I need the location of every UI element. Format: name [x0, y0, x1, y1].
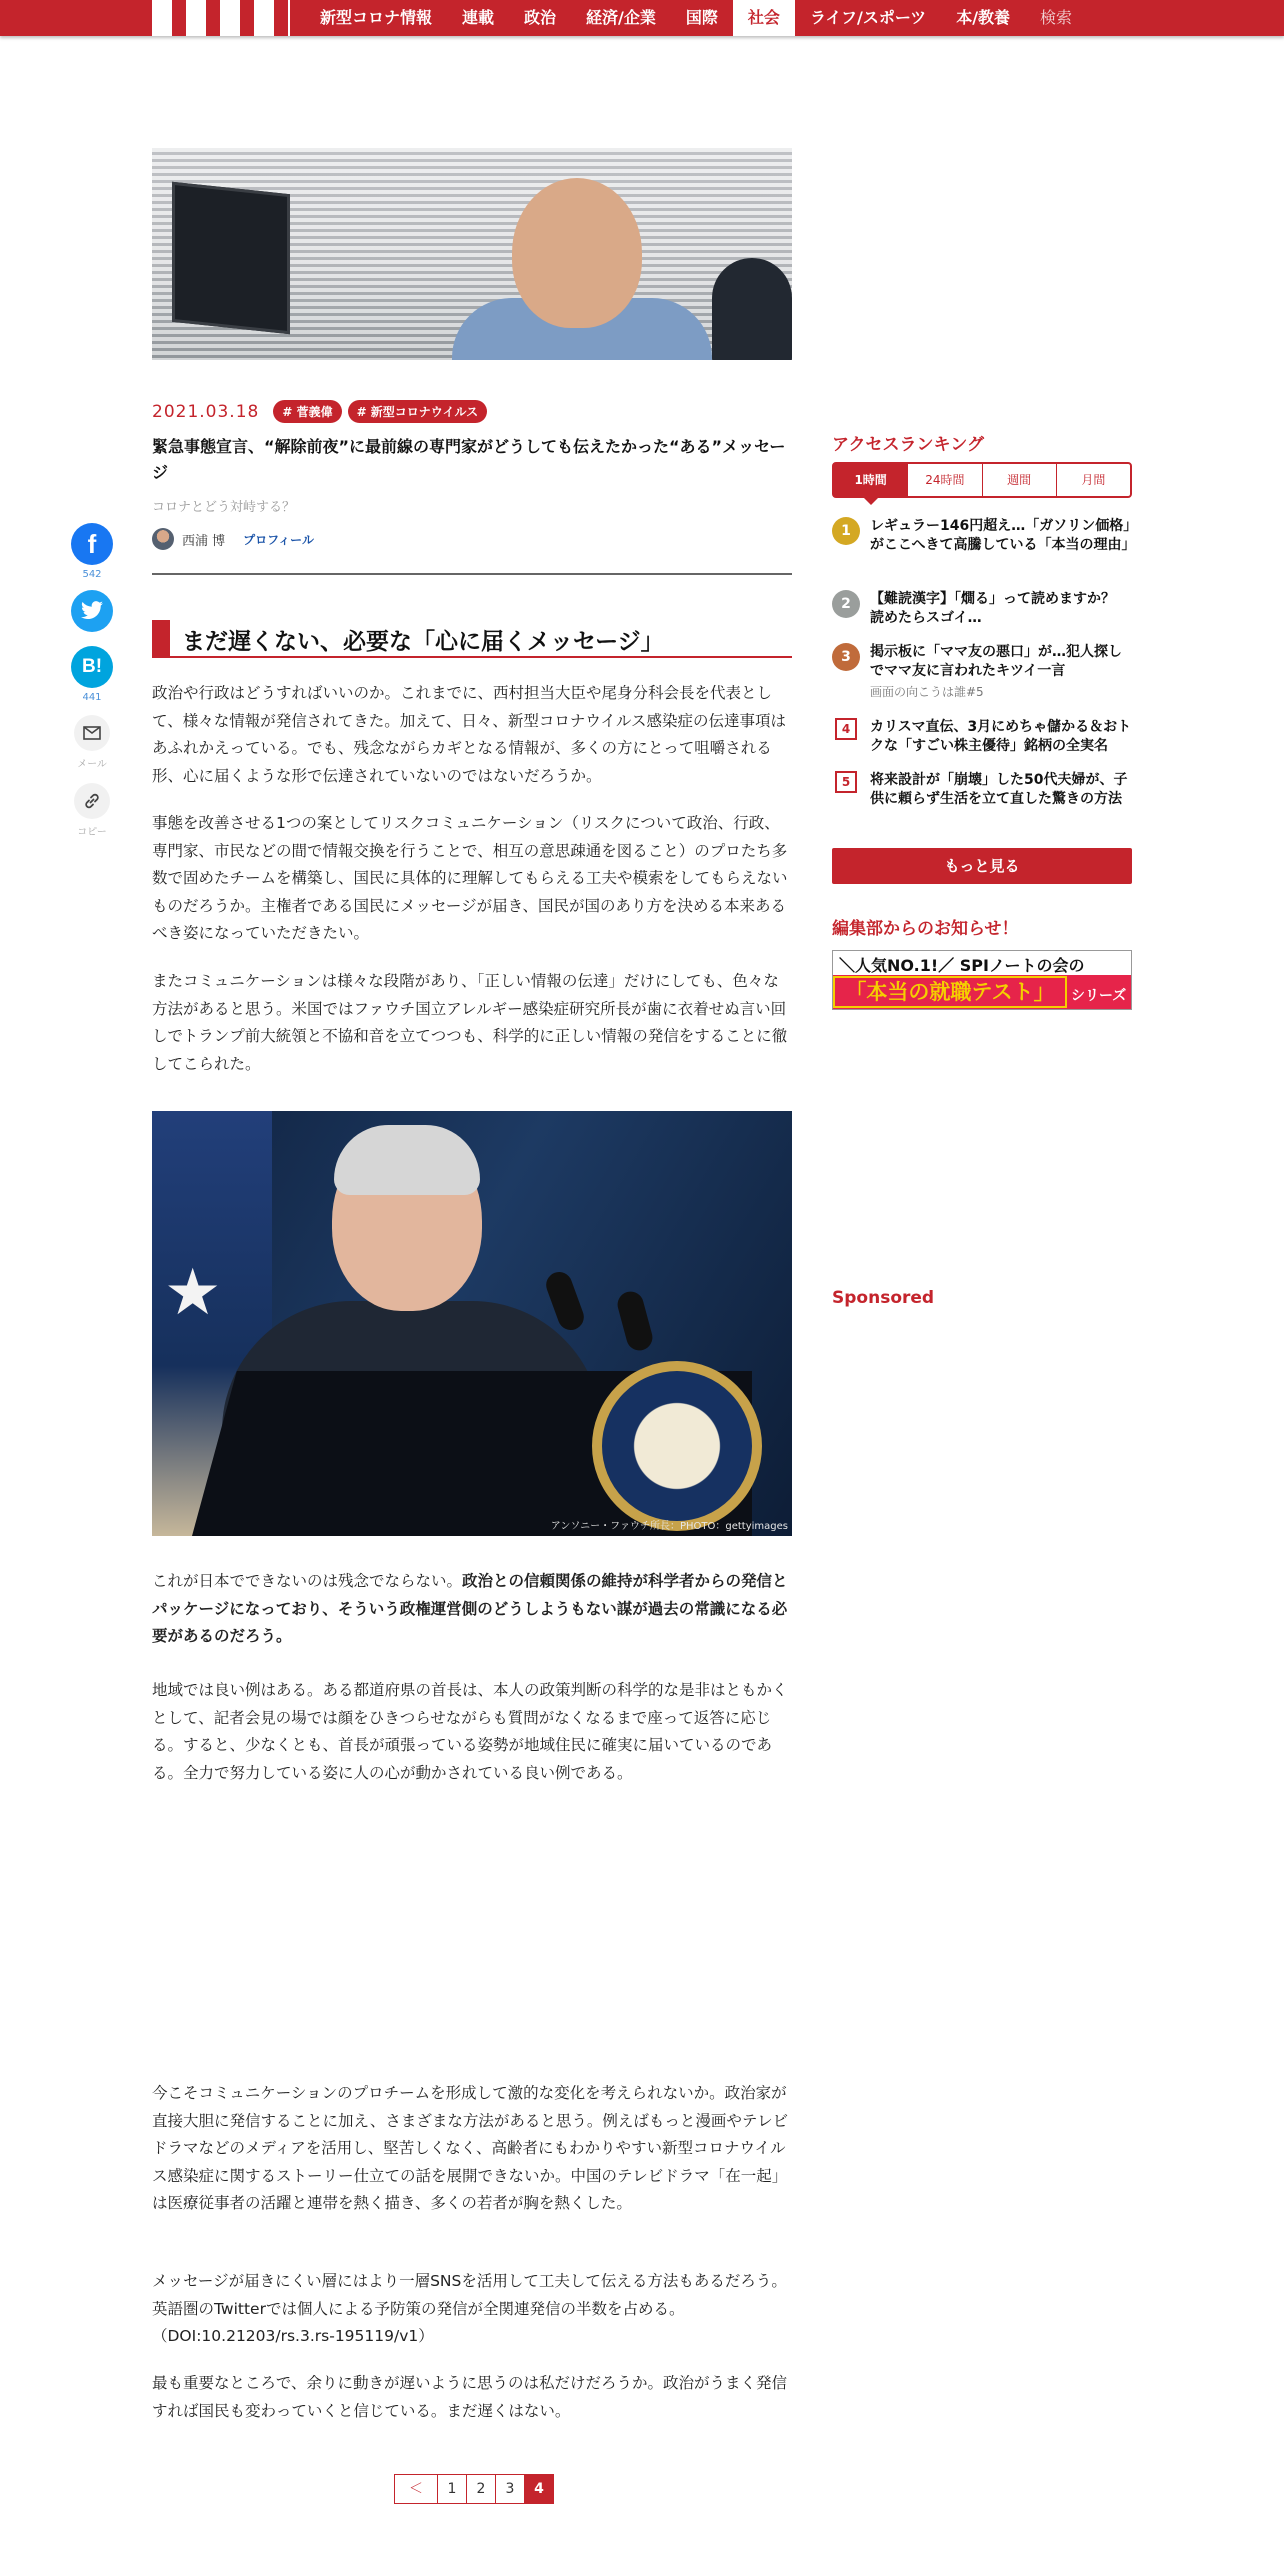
nav-item-life-sports[interactable]: ライフ/スポーツ: [809, 8, 927, 27]
ranking-item-title[interactable]: 掲示板に「ママ友の悪口」が…犯人探しでママ友に言われたキツイ一言: [870, 644, 1122, 679]
ranking-item[interactable]: [832, 517, 1136, 577]
article-meta: [152, 400, 487, 423]
ranking-item-series: 画面の向こうは誰#5: [870, 685, 984, 699]
tag-covid[interactable]: # 新型コロナウイルス: [348, 400, 488, 423]
flag-star-icon: ★: [164, 1256, 222, 1330]
ranking-item[interactable]: [832, 643, 1132, 705]
hatena-bookmark-icon[interactable]: B!: [71, 646, 113, 688]
author-photo: [152, 148, 792, 360]
office-chair: [712, 258, 792, 360]
paragraph-4: [152, 1568, 792, 1651]
facebook-icon[interactable]: f: [71, 523, 113, 565]
banner-tagline: ＼人気NO.1!／ SPIノートの会の: [839, 956, 1085, 975]
person-head: [512, 178, 642, 328]
nav-search-link[interactable]: 検索: [1040, 8, 1073, 27]
paragraph-2: 事態を改善させる1つの案としてリスクコミュニケーション（リスクについて政治、行政、専門家、市民などの間で情報交換を行うことで、相互の意思疎通を図ること）のプロたち多数で固めたチームを構築し、国民に具体的に理解してもらえる工夫や模索をしてもらえないものだろうか。主権者である国民にメッセージが届き、国民が国のあり方を決める本来あるべき姿になっていただきたい。: [152, 814, 788, 942]
nav-item-society[interactable]: 社会: [733, 0, 795, 36]
banner-series: シリーズ: [1071, 988, 1127, 1004]
more-ranking-button[interactable]: もっと見る: [832, 848, 1132, 884]
nav-item-serial[interactable]: 連載: [462, 8, 495, 27]
paragraph-4-bold: 政治との信頼関係の維持が科学者からの発信とパッケージになっており、そういう政権運営側のどうしようもない謀が過去の常識になる必要があるのだろう。: [152, 1572, 788, 1645]
tab-monthly[interactable]: 月間: [1056, 464, 1130, 496]
main-nav: [305, 0, 1087, 36]
fauci-photo: [152, 1111, 792, 1536]
microphone: [543, 1268, 588, 1333]
heading-accent-bar: [152, 620, 170, 656]
section-heading-text: まだ遅くない、必要な「心に届くメッセージ」: [182, 629, 664, 655]
rank-badge: 4: [835, 718, 857, 740]
ranking-item-title[interactable]: 【難読漢字】「燗る」って読めますか？ 読めたらスゴイ…: [870, 591, 1129, 626]
twitter-icon[interactable]: [71, 590, 113, 632]
ranking-item-title[interactable]: レギュラー146円超え…「ガソリン価格」がここへきて高騰している「本当の理由」: [870, 518, 1136, 553]
paragraph-1: 政治や行政はどうすればいいのか。これまでに、西村担当大臣や尾身分科会長を代表として、様々な情報が発信されてきた。加えて、日々、新型コロナウイルス感染症の伝達事項はあふれかえっている。でも、残念ながらカギとなる情報が、多くの方にとって咀嚼される形、心に届くような形で伝達されていないのではないだろうか。: [152, 684, 786, 785]
author-row: [152, 528, 314, 550]
site-logo[interactable]: [152, 0, 290, 36]
article-date: 2021.03.18: [152, 401, 260, 422]
ranking-item[interactable]: [832, 590, 1132, 634]
section-heading: [152, 620, 792, 658]
article-title: 緊急事態宣言、“解除前夜”に最前線の専門家がどうしても伝えたかった“ある”メッセージ: [152, 437, 786, 482]
copy-share[interactable]: [71, 783, 113, 838]
ranking-item[interactable]: [832, 718, 1132, 762]
avatar: [152, 528, 174, 550]
banner-title: 「本当の就職テスト」: [833, 976, 1067, 1008]
series-subtitle[interactable]: コロナとどう対峙する？: [152, 500, 296, 515]
microphone: [615, 1289, 656, 1354]
mail-label: メール: [77, 759, 107, 770]
tab-1hour[interactable]: 1時間: [834, 464, 907, 496]
nav-item-economy[interactable]: 経済/企業: [586, 8, 656, 27]
photo-caption: アンソニー・ファウチ所長：PHOTO：gettyimages: [550, 1521, 788, 1532]
paragraph-5: 地域では良い例はある。ある都道府県の首長は、本人の政策判断の科学的な是非はともかくとして、記者会見の場では顔をひきつらせながらも質問がなくなるまで座って返答に応じる。すると、少なくとも、首長が頑張っている姿勢が地域住民に確実に届いているのである。全力で努力している姿に人の心が動かされている良い例である。: [152, 1681, 788, 1782]
ranking-item[interactable]: [832, 771, 1132, 833]
profile-link[interactable]: プロフィール: [243, 532, 314, 547]
ranking-item-text[interactable]: [870, 643, 1132, 702]
facebook-share[interactable]: [71, 523, 113, 580]
facebook-count: 542: [82, 569, 102, 580]
page-1-button[interactable]: 1: [437, 2474, 467, 2504]
person-hair: [334, 1125, 480, 1195]
sponsored-label: Sponsored: [832, 1288, 935, 1308]
top-nav-bar: [0, 0, 1284, 36]
rank-badge-silver: 2: [832, 590, 860, 618]
page-2-button[interactable]: 2: [466, 2474, 496, 2504]
page-3-button[interactable]: 3: [495, 2474, 525, 2504]
nav-item-corona[interactable]: 新型コロナ情報: [320, 8, 433, 27]
paragraph-3: またコミュニケーションは様々な段階があり、「正しい情報の伝達」だけにしても、色々な方法があると思う。米国ではファウチ国立アレルギー感染症研究所長が歯に衣着せぬ言い回しでトランプ前大統領と不協和音を立てつつも、科学的に正しい情報の発信をすることに徹してこられた。: [152, 972, 788, 1073]
nav-item-politics[interactable]: 政治: [524, 8, 557, 27]
computer-monitor: [172, 182, 290, 334]
mail-share[interactable]: [71, 715, 113, 770]
paragraph-6: 今こそコミュニケーションのプロチームを形成して激的な変化を考えられないか。政治家が直接大胆に発信することに加え、さまざまな方法があると思う。例えばもっと漫画やテレビドラマなどのメディアを活用し、堅苦しくなく、高齢者にもわかりやすい新型コロナウイルス感染症に関するストーリー仕立ての話を展開できないか。中国のテレビドラマ「在一起」は医療従事者の活躍と連帯を熱く描き、多くの若者が胸を熱くした。: [152, 2084, 789, 2212]
mail-icon[interactable]: [74, 715, 110, 751]
tab-weekly[interactable]: 週間: [982, 464, 1056, 496]
banner-bottom-strip: [833, 975, 1131, 1010]
ranking-item-title[interactable]: カリスマ直伝、3月にめちゃ儲かる＆おトクな「すごい株主優待」銘柄の全実名: [870, 719, 1132, 754]
divider: [152, 573, 792, 575]
ranking-tabs: [832, 462, 1132, 498]
spi-banner[interactable]: [832, 950, 1132, 1010]
paragraph-7: メッセージが届きにくい層にはより一層SNSを活用して工夫して伝える方法もあるだろう。英語圏のTwitterでは個人による予防策の発信が全関連発信の半数を占める。（DOI:10.21203/rs.3.rs-195119/v1）: [152, 2272, 787, 2345]
paragraph-4-plain: これが日本でできないのは残念でならない。: [152, 1572, 463, 1590]
author-name[interactable]: 西浦 博: [182, 533, 226, 549]
tab-24hours[interactable]: 24時間: [907, 464, 981, 496]
rank-badge-bronze: 3: [832, 643, 860, 671]
presidential-seal: [592, 1361, 762, 1531]
page-4-button[interactable]: 4: [524, 2474, 554, 2504]
copy-label: コピー: [77, 827, 107, 838]
ranking-item-title[interactable]: 将来設計が「崩壊」した50代夫婦が、子供に頼らず生活を立て直した驚きの方法: [870, 772, 1128, 807]
paragraph-8: 最も重要なところで、余りに動きが遅いように思うのは私だけだろうか。政治がうまく発信すれば国民も変わっていくと信じている。まだ遅くはない。: [152, 2374, 788, 2420]
news-title: 編集部からのお知らせ！: [832, 919, 1019, 939]
hatena-share[interactable]: [71, 646, 113, 703]
nav-item-books[interactable]: 本/教養: [956, 8, 1011, 27]
pagination: [395, 2474, 554, 2504]
twitter-share[interactable]: [71, 590, 113, 632]
nav-item-international[interactable]: 国際: [685, 8, 718, 27]
hatena-count: 441: [82, 692, 102, 703]
link-icon[interactable]: [74, 783, 110, 819]
ranking-title: アクセスランキング: [832, 435, 984, 455]
rank-badge-gold: 1: [832, 517, 860, 545]
prev-page-button[interactable]: ＜: [394, 2474, 438, 2504]
rank-badge: 5: [835, 771, 857, 793]
tag-suga[interactable]: # 菅義偉: [273, 400, 341, 423]
